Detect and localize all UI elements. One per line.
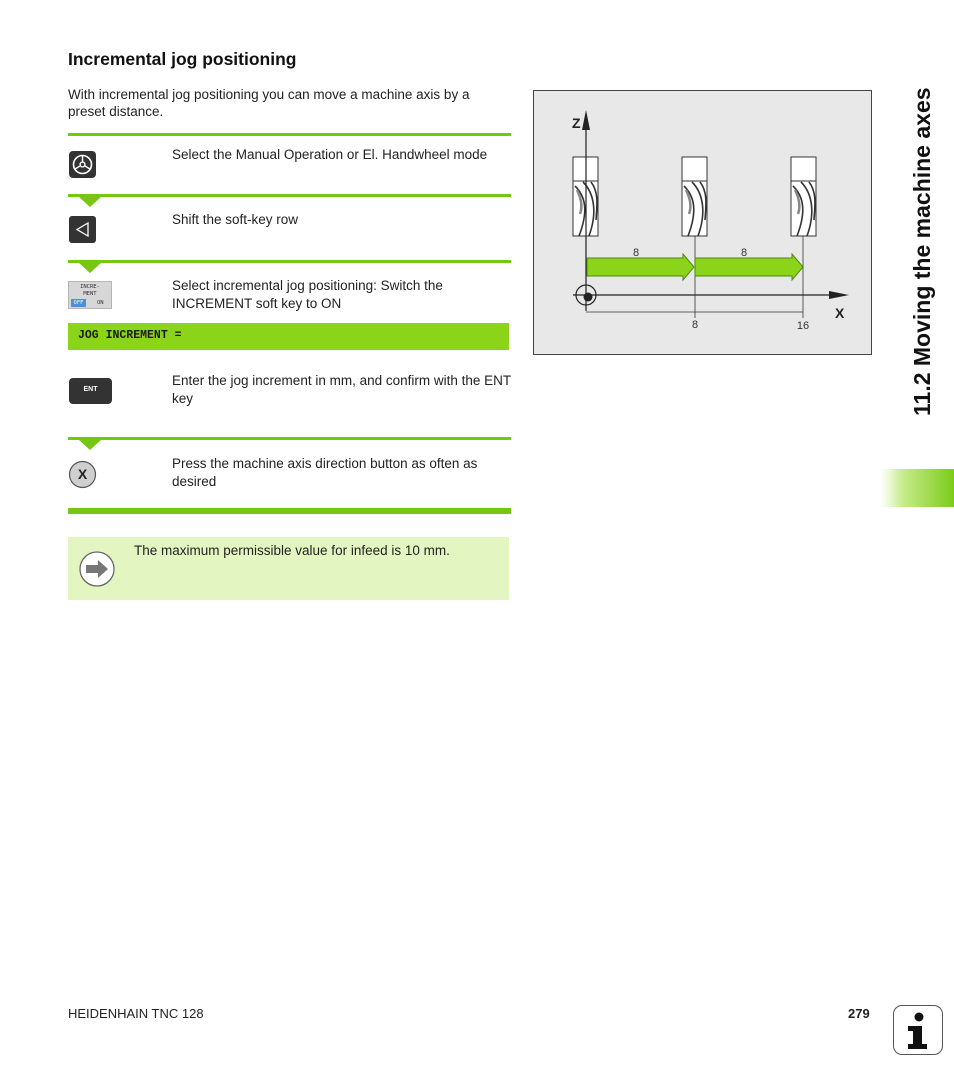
note-text: The maximum permissible value for infeed is 10 mm. [134, 543, 450, 558]
step-divider [68, 194, 511, 197]
increment-softkey-icon [68, 281, 112, 309]
section-title: Incremental jog positioning [68, 49, 297, 69]
step-arrow-icon [79, 440, 101, 450]
step-arrow-icon [79, 197, 101, 207]
dialog-prompt: JOG INCREMENT = [78, 329, 182, 342]
chapter-title [897, 48, 943, 418]
note-box [68, 537, 509, 600]
page-number: 279 [848, 1006, 870, 1021]
position-label: 16 [796, 320, 810, 332]
softkey-label: INCRE- [80, 284, 100, 290]
increment-label: 8 [632, 247, 640, 259]
dialog-prompt-bar [68, 323, 509, 350]
footer-product: HEIDENHAIN TNC 128 [68, 1006, 204, 1021]
softkey-on-label: ON [97, 300, 104, 306]
x-key-label: X [77, 466, 88, 482]
info-icon [893, 1005, 943, 1055]
increment-arrow-1 [587, 254, 694, 280]
x-axis-key-icon [68, 460, 97, 489]
tool-2 [682, 157, 707, 236]
step-text: Select incremental jog positioning: Switch the INCREMENT soft key to ON [172, 278, 443, 311]
softkey-off-label: OFF [71, 299, 86, 307]
step-divider [68, 260, 511, 263]
step-text: Press the machine axis direction button as often as desired [172, 456, 478, 489]
step-arrow-icon [79, 263, 101, 273]
ent-key-icon [69, 378, 112, 404]
increment-arrow-2 [695, 254, 803, 280]
arrow-left-key-icon [69, 216, 96, 243]
softkey-label: MENT [83, 291, 97, 297]
jog-diagram-svg [533, 90, 872, 355]
arrow-right-circle-icon [78, 550, 116, 588]
steering-wheel-icon [69, 151, 96, 178]
step-text: Enter the jog increment in mm, and confirm with the ENT key [172, 373, 511, 406]
jog-diagram [533, 90, 872, 355]
chapter-title-text: 11.2 Moving the machine axes [909, 87, 935, 416]
chapter-tab [881, 469, 954, 507]
position-label: 8 [691, 319, 699, 331]
step-divider [68, 133, 511, 136]
steps-end-divider [68, 508, 511, 514]
tool-3 [791, 157, 816, 236]
ent-key-label: ENT [83, 386, 98, 393]
step-divider [68, 437, 511, 440]
step-text: Shift the soft-key row [172, 212, 299, 227]
x-axis-label: X [835, 305, 845, 321]
increment-label: 8 [740, 247, 748, 259]
z-axis-label: Z [572, 115, 581, 131]
intro-paragraph: With incremental jog positioning you can move a machine axis by a preset distance. [68, 87, 470, 119]
step-text: Select the Manual Operation or El. Handwheel mode [172, 147, 488, 162]
